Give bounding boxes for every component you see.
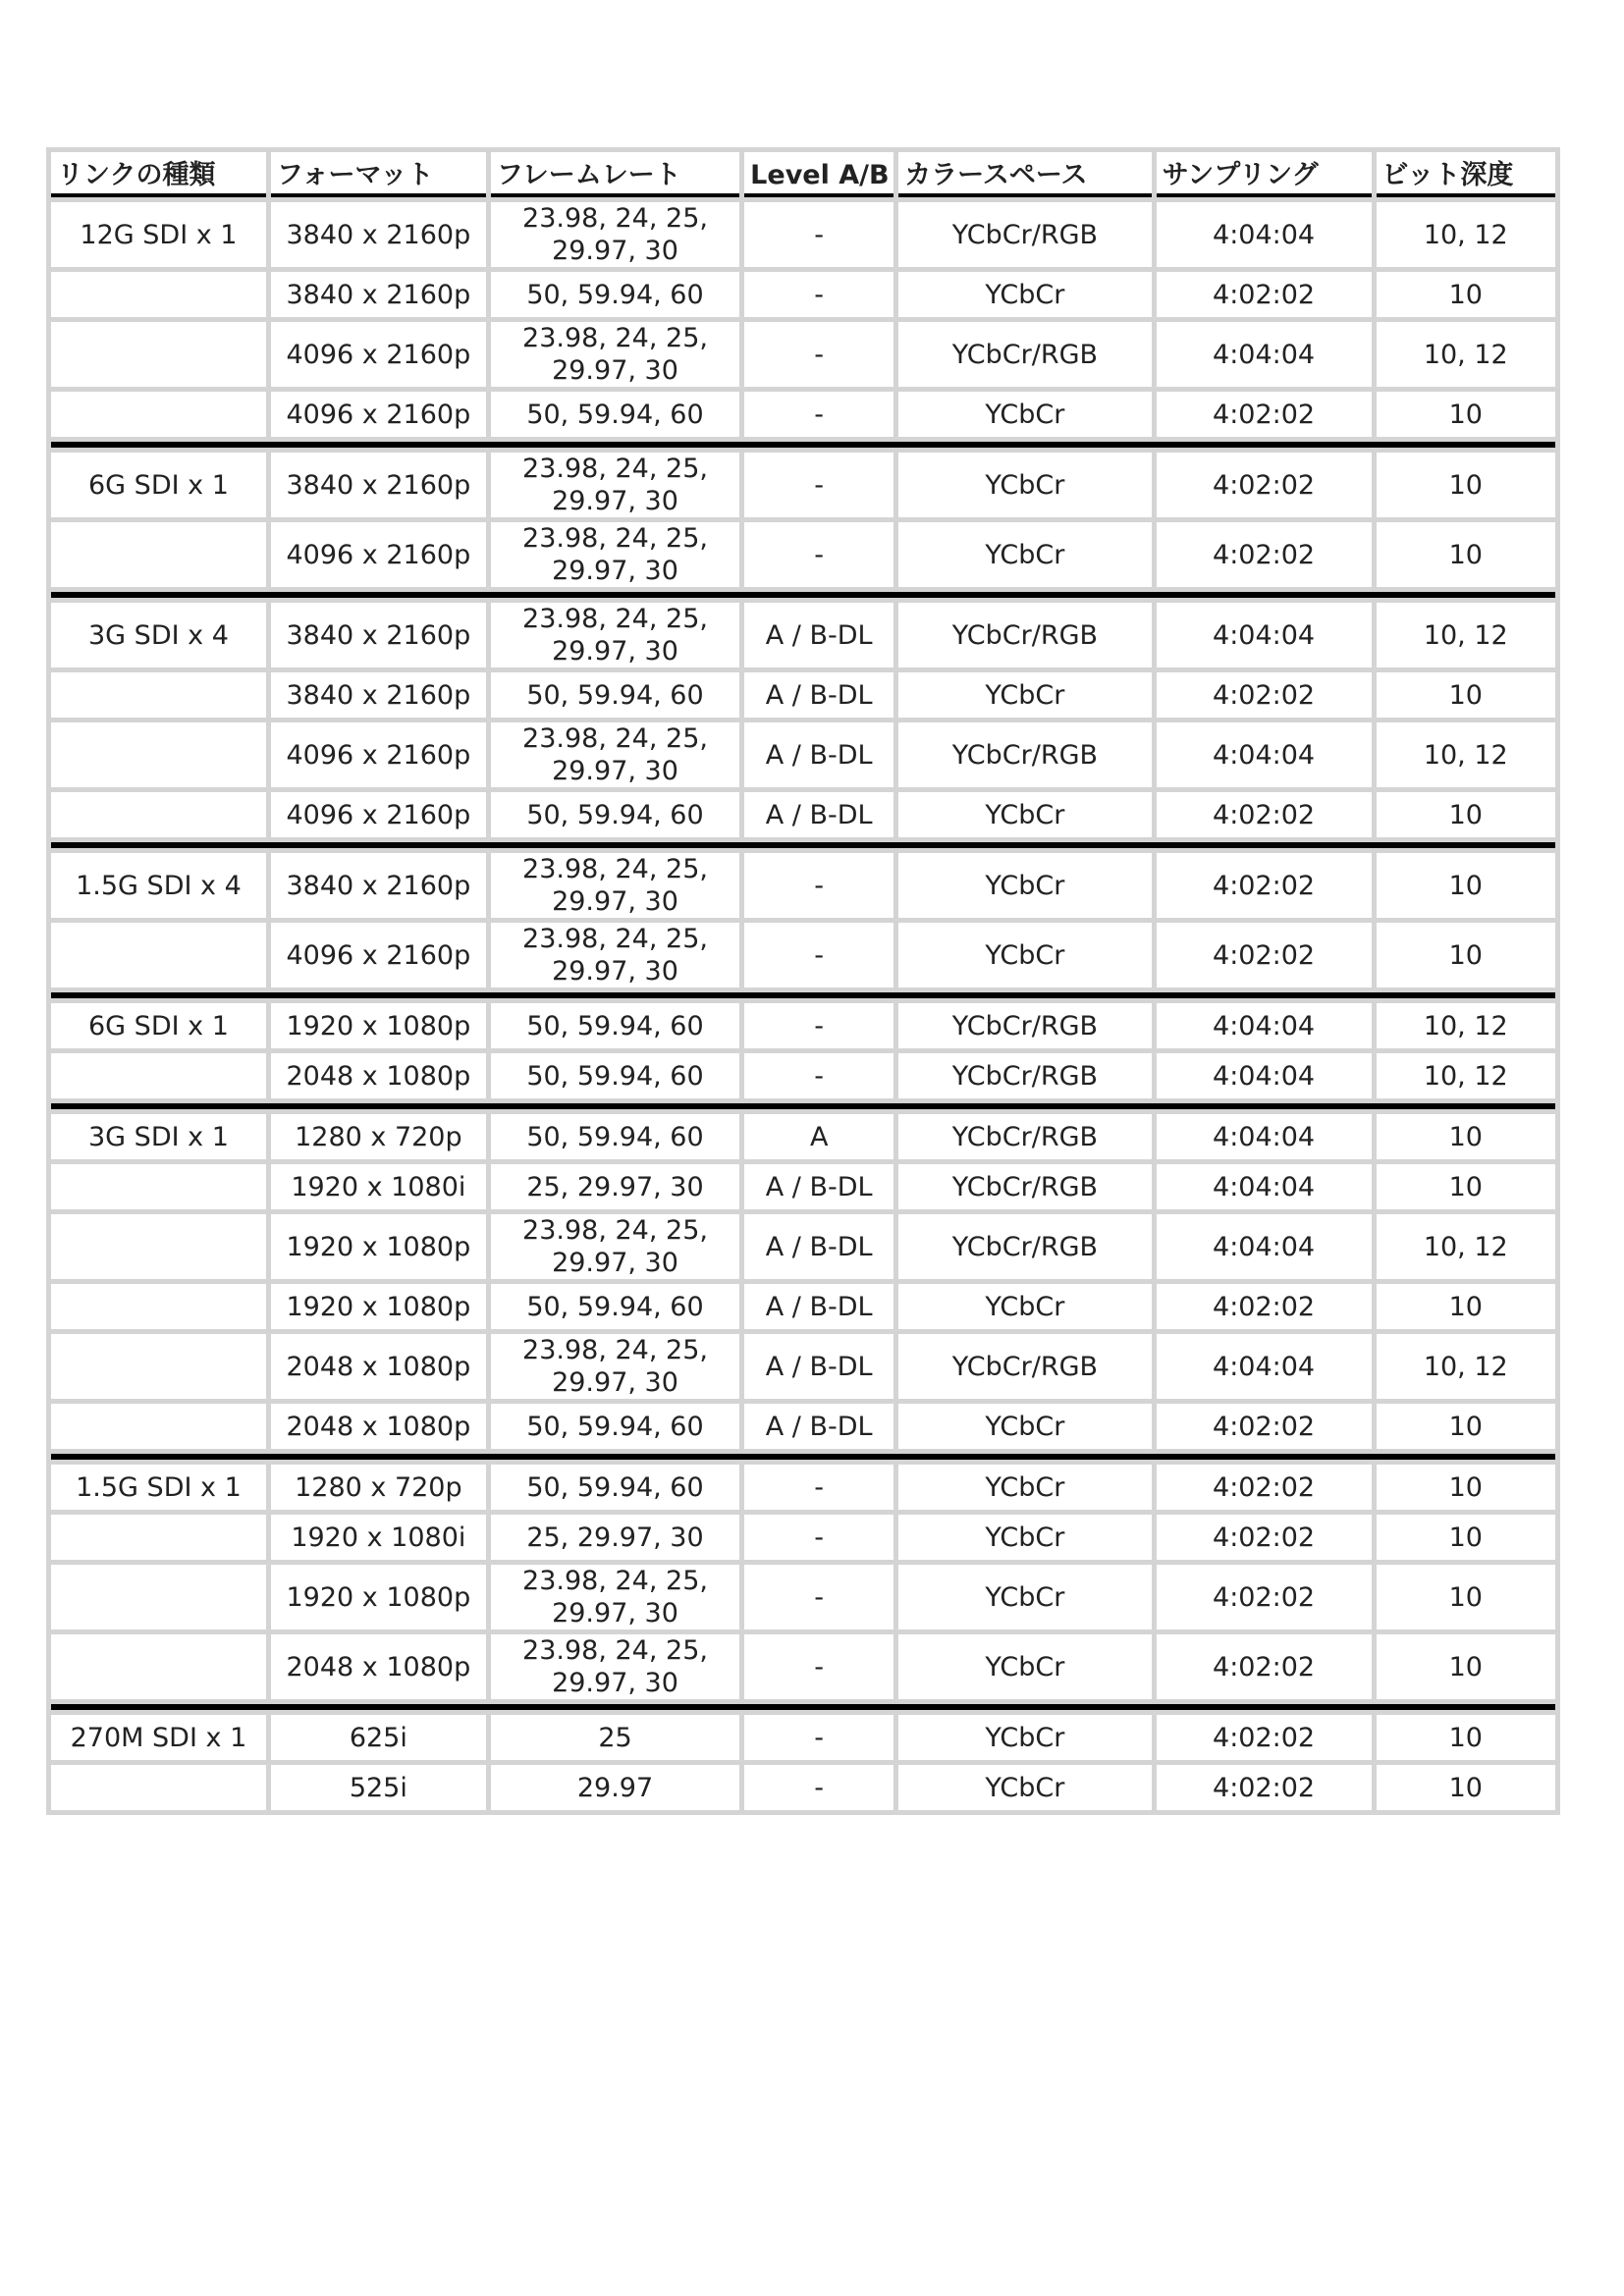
table-row	[51, 722, 1555, 787]
sampling-cell: 4:04:04	[1157, 202, 1372, 267]
table-row	[51, 1515, 1555, 1560]
frame-rate-cell: 50, 59.94, 60	[491, 392, 739, 437]
link-type-cell	[51, 792, 266, 837]
frame-rate-cell: 25, 29.97, 30	[491, 1164, 739, 1209]
bit-depth-cell: 10, 12	[1377, 202, 1555, 267]
header-link-type: リンクの種類	[51, 152, 266, 197]
frame-rate-cell: 23.98, 24, 25, 29.97, 30	[491, 322, 739, 387]
color-space-cell: YCbCr/RGB	[898, 202, 1151, 267]
format-cell: 1280 x 720p	[271, 1465, 486, 1510]
link-type-cell	[51, 272, 266, 317]
header-color-space: カラースペース	[898, 152, 1151, 197]
link-type-cell	[51, 1164, 266, 1209]
link-type-cell	[51, 722, 266, 787]
table-row	[51, 923, 1555, 988]
bit-depth-cell: 10	[1377, 522, 1555, 587]
table-row	[51, 1284, 1555, 1329]
bit-depth-cell: 10, 12	[1377, 1053, 1555, 1098]
color-space-cell: YCbCr	[898, 522, 1151, 587]
group-divider	[51, 442, 1555, 448]
level-cell: -	[744, 1053, 893, 1098]
level-cell: A / B-DL	[744, 672, 893, 718]
frame-rate-cell: 50, 59.94, 60	[491, 1003, 739, 1048]
table-row	[51, 522, 1555, 587]
bit-depth-cell: 10, 12	[1377, 1003, 1555, 1048]
bit-depth-cell: 10	[1377, 672, 1555, 718]
bit-depth-cell: 10	[1377, 853, 1555, 918]
frame-rate-cell: 50, 59.94, 60	[491, 1404, 739, 1449]
header-format: フォーマット	[271, 152, 486, 197]
table-row	[51, 603, 1555, 667]
color-space-cell: YCbCr	[898, 1715, 1151, 1760]
format-cell: 1920 x 1080p	[271, 1214, 486, 1279]
frame-rate-cell: 23.98, 24, 25, 29.97, 30	[491, 1634, 739, 1699]
bit-depth-cell: 10, 12	[1377, 722, 1555, 787]
level-cell: -	[744, 202, 893, 267]
level-cell: -	[744, 1765, 893, 1810]
table-row	[51, 322, 1555, 387]
bit-depth-cell: 10	[1377, 1515, 1555, 1560]
frame-rate-cell: 25	[491, 1715, 739, 1760]
level-cell: A / B-DL	[744, 1164, 893, 1209]
table-row	[51, 453, 1555, 517]
sampling-cell: 4:02:02	[1157, 1404, 1372, 1449]
sampling-cell: 4:04:04	[1157, 1003, 1372, 1048]
level-cell: -	[744, 1003, 893, 1048]
table-row	[51, 792, 1555, 837]
link-type-cell	[51, 1404, 266, 1449]
table-row	[51, 1003, 1555, 1048]
divider-line	[51, 1454, 1555, 1460]
link-type-cell: 1.5G SDI x 1	[51, 1465, 266, 1510]
sampling-cell: 4:04:04	[1157, 1334, 1372, 1399]
bit-depth-cell: 10	[1377, 1164, 1555, 1209]
sampling-cell: 4:02:02	[1157, 522, 1372, 587]
format-cell: 3840 x 2160p	[271, 853, 486, 918]
group-divider	[51, 842, 1555, 848]
sampling-cell: 4:02:02	[1157, 792, 1372, 837]
bit-depth-cell: 10	[1377, 1465, 1555, 1510]
table-row	[51, 1053, 1555, 1098]
level-cell: -	[744, 1515, 893, 1560]
level-cell: A / B-DL	[744, 1334, 893, 1399]
bit-depth-cell: 10	[1377, 1404, 1555, 1449]
color-space-cell: YCbCr	[898, 1765, 1151, 1810]
header-level: Level A/B	[744, 152, 893, 197]
format-cell: 2048 x 1080p	[271, 1634, 486, 1699]
level-cell: -	[744, 1565, 893, 1629]
sampling-cell: 4:04:04	[1157, 1214, 1372, 1279]
format-cell: 3840 x 2160p	[271, 202, 486, 267]
link-type-cell: 12G SDI x 1	[51, 202, 266, 267]
bit-depth-cell: 10, 12	[1377, 1334, 1555, 1399]
level-cell: -	[744, 1715, 893, 1760]
bit-depth-cell: 10, 12	[1377, 603, 1555, 667]
frame-rate-cell: 50, 59.94, 60	[491, 1465, 739, 1510]
format-cell: 2048 x 1080p	[271, 1053, 486, 1098]
table-row	[51, 1715, 1555, 1760]
bit-depth-cell: 10, 12	[1377, 322, 1555, 387]
table-row	[51, 853, 1555, 918]
format-cell: 4096 x 2160p	[271, 722, 486, 787]
level-cell: A / B-DL	[744, 792, 893, 837]
table-row	[51, 1765, 1555, 1810]
bit-depth-cell: 10	[1377, 1765, 1555, 1810]
format-cell: 525i	[271, 1765, 486, 1810]
format-cell: 4096 x 2160p	[271, 522, 486, 587]
sampling-cell: 4:02:02	[1157, 453, 1372, 517]
color-space-cell: YCbCr/RGB	[898, 1214, 1151, 1279]
frame-rate-cell: 23.98, 24, 25, 29.97, 30	[491, 453, 739, 517]
color-space-cell: YCbCr/RGB	[898, 1334, 1151, 1399]
color-space-cell: YCbCr	[898, 453, 1151, 517]
color-space-cell: YCbCr/RGB	[898, 322, 1151, 387]
format-cell: 1920 x 1080p	[271, 1565, 486, 1629]
table-header	[51, 152, 1555, 197]
bit-depth-cell: 10	[1377, 1114, 1555, 1159]
bit-depth-cell: 10	[1377, 392, 1555, 437]
sampling-cell: 4:02:02	[1157, 1715, 1372, 1760]
link-type-cell	[51, 1214, 266, 1279]
bit-depth-cell: 10	[1377, 453, 1555, 517]
frame-rate-cell: 23.98, 24, 25, 29.97, 30	[491, 202, 739, 267]
format-table	[46, 147, 1560, 1815]
link-type-cell: 6G SDI x 1	[51, 1003, 266, 1048]
frame-rate-cell: 29.97	[491, 1765, 739, 1810]
table-row	[51, 1404, 1555, 1449]
sampling-cell: 4:02:02	[1157, 1284, 1372, 1329]
link-type-cell: 3G SDI x 4	[51, 603, 266, 667]
sampling-cell: 4:02:02	[1157, 272, 1372, 317]
color-space-cell: YCbCr	[898, 792, 1151, 837]
level-cell: -	[744, 853, 893, 918]
sampling-cell: 4:04:04	[1157, 322, 1372, 387]
link-type-cell	[51, 1634, 266, 1699]
link-type-cell	[51, 1565, 266, 1629]
level-cell: -	[744, 272, 893, 317]
frame-rate-cell: 50, 59.94, 60	[491, 272, 739, 317]
format-cell: 4096 x 2160p	[271, 322, 486, 387]
table-row	[51, 202, 1555, 267]
format-cell: 4096 x 2160p	[271, 792, 486, 837]
sampling-cell: 4:02:02	[1157, 1515, 1372, 1560]
table-row	[51, 1214, 1555, 1279]
sampling-cell: 4:02:02	[1157, 1565, 1372, 1629]
color-space-cell: YCbCr/RGB	[898, 1114, 1151, 1159]
color-space-cell: YCbCr/RGB	[898, 1164, 1151, 1209]
link-type-cell: 1.5G SDI x 4	[51, 853, 266, 918]
sampling-cell: 4:04:04	[1157, 722, 1372, 787]
link-type-cell	[51, 672, 266, 718]
table-row	[51, 1114, 1555, 1159]
frame-rate-cell: 23.98, 24, 25, 29.97, 30	[491, 1334, 739, 1399]
link-type-cell	[51, 1515, 266, 1560]
color-space-cell: YCbCr/RGB	[898, 1053, 1151, 1098]
format-cell: 3840 x 2160p	[271, 453, 486, 517]
color-space-cell: YCbCr	[898, 1465, 1151, 1510]
table-row	[51, 272, 1555, 317]
color-space-cell: YCbCr/RGB	[898, 1003, 1151, 1048]
bit-depth-cell: 10	[1377, 272, 1555, 317]
table-row	[51, 1164, 1555, 1209]
sampling-cell: 4:02:02	[1157, 392, 1372, 437]
sampling-cell: 4:04:04	[1157, 1053, 1372, 1098]
color-space-cell: YCbCr	[898, 1515, 1151, 1560]
level-cell: A	[744, 1114, 893, 1159]
table-row	[51, 1565, 1555, 1629]
color-space-cell: YCbCr	[898, 392, 1151, 437]
table-row	[51, 1465, 1555, 1510]
sampling-cell: 4:02:02	[1157, 1465, 1372, 1510]
color-space-cell: YCbCr	[898, 272, 1151, 317]
format-cell: 2048 x 1080p	[271, 1404, 486, 1449]
sampling-cell: 4:02:02	[1157, 1765, 1372, 1810]
sampling-cell: 4:02:02	[1157, 1634, 1372, 1699]
format-cell: 3840 x 2160p	[271, 672, 486, 718]
link-type-cell	[51, 1053, 266, 1098]
level-cell: -	[744, 322, 893, 387]
link-type-cell	[51, 1334, 266, 1399]
link-type-cell: 3G SDI x 1	[51, 1114, 266, 1159]
group-divider	[51, 1103, 1555, 1109]
table-row	[51, 1334, 1555, 1399]
format-cell: 1920 x 1080p	[271, 1003, 486, 1048]
link-type-cell	[51, 923, 266, 988]
level-cell: -	[744, 1634, 893, 1699]
format-cell: 1280 x 720p	[271, 1114, 486, 1159]
level-cell: A / B-DL	[744, 603, 893, 667]
divider-line	[51, 842, 1555, 848]
level-cell: A / B-DL	[744, 1284, 893, 1329]
format-cell: 1920 x 1080p	[271, 1284, 486, 1329]
color-space-cell: YCbCr	[898, 1284, 1151, 1329]
header-bit-depth: ビット深度	[1377, 152, 1555, 197]
link-type-cell: 6G SDI x 1	[51, 453, 266, 517]
divider-line	[51, 1704, 1555, 1710]
format-cell: 2048 x 1080p	[271, 1334, 486, 1399]
group-divider	[51, 592, 1555, 598]
color-space-cell: YCbCr/RGB	[898, 603, 1151, 667]
frame-rate-cell: 50, 59.94, 60	[491, 1053, 739, 1098]
color-space-cell: YCbCr	[898, 672, 1151, 718]
table-body	[51, 202, 1555, 1810]
color-space-cell: YCbCr	[898, 1404, 1151, 1449]
frame-rate-cell: 25, 29.97, 30	[491, 1515, 739, 1560]
color-space-cell: YCbCr	[898, 923, 1151, 988]
level-cell: -	[744, 453, 893, 517]
link-type-cell	[51, 322, 266, 387]
sampling-cell: 4:02:02	[1157, 672, 1372, 718]
frame-rate-cell: 23.98, 24, 25, 29.97, 30	[491, 1565, 739, 1629]
format-cell: 625i	[271, 1715, 486, 1760]
format-cell: 3840 x 2160p	[271, 272, 486, 317]
header-frame-rate: フレームレート	[491, 152, 739, 197]
frame-rate-cell: 23.98, 24, 25, 29.97, 30	[491, 923, 739, 988]
bit-depth-cell: 10	[1377, 923, 1555, 988]
header-sampling: サンプリング	[1157, 152, 1372, 197]
bit-depth-cell: 10, 12	[1377, 1214, 1555, 1279]
table-row	[51, 1634, 1555, 1699]
frame-rate-cell: 50, 59.94, 60	[491, 1114, 739, 1159]
frame-rate-cell: 23.98, 24, 25, 29.97, 30	[491, 853, 739, 918]
table-row	[51, 392, 1555, 437]
bit-depth-cell: 10	[1377, 792, 1555, 837]
format-cell: 1920 x 1080i	[271, 1164, 486, 1209]
frame-rate-cell: 23.98, 24, 25, 29.97, 30	[491, 1214, 739, 1279]
sampling-cell: 4:04:04	[1157, 1114, 1372, 1159]
link-type-cell	[51, 392, 266, 437]
format-cell: 4096 x 2160p	[271, 923, 486, 988]
color-space-cell: YCbCr	[898, 1565, 1151, 1629]
divider-line	[51, 1103, 1555, 1109]
color-space-cell: YCbCr	[898, 1634, 1151, 1699]
frame-rate-cell: 50, 59.94, 60	[491, 1284, 739, 1329]
format-cell: 1920 x 1080i	[271, 1515, 486, 1560]
level-cell: A / B-DL	[744, 1404, 893, 1449]
sampling-cell: 4:04:04	[1157, 603, 1372, 667]
level-cell: -	[744, 522, 893, 587]
frame-rate-cell: 50, 59.94, 60	[491, 792, 739, 837]
frame-rate-cell: 50, 59.94, 60	[491, 672, 739, 718]
bit-depth-cell: 10	[1377, 1565, 1555, 1629]
bit-depth-cell: 10	[1377, 1634, 1555, 1699]
group-divider	[51, 1454, 1555, 1460]
level-cell: -	[744, 923, 893, 988]
table-row	[51, 672, 1555, 718]
group-divider	[51, 992, 1555, 998]
frame-rate-cell: 23.98, 24, 25, 29.97, 30	[491, 603, 739, 667]
link-type-cell	[51, 1284, 266, 1329]
level-cell: A / B-DL	[744, 722, 893, 787]
color-space-cell: YCbCr/RGB	[898, 722, 1151, 787]
level-cell: -	[744, 392, 893, 437]
divider-line	[51, 442, 1555, 448]
format-cell: 4096 x 2160p	[271, 392, 486, 437]
format-cell: 3840 x 2160p	[271, 603, 486, 667]
bit-depth-cell: 10	[1377, 1715, 1555, 1760]
color-space-cell: YCbCr	[898, 853, 1151, 918]
divider-line	[51, 992, 1555, 998]
frame-rate-cell: 23.98, 24, 25, 29.97, 30	[491, 522, 739, 587]
header-row	[51, 152, 1555, 197]
level-cell: A / B-DL	[744, 1214, 893, 1279]
link-type-cell: 270M SDI x 1	[51, 1715, 266, 1760]
link-type-cell	[51, 1765, 266, 1810]
divider-line	[51, 592, 1555, 598]
sampling-cell: 4:04:04	[1157, 1164, 1372, 1209]
link-type-cell	[51, 522, 266, 587]
sampling-cell: 4:02:02	[1157, 853, 1372, 918]
bit-depth-cell: 10	[1377, 1284, 1555, 1329]
level-cell: -	[744, 1465, 893, 1510]
group-divider	[51, 1704, 1555, 1710]
frame-rate-cell: 23.98, 24, 25, 29.97, 30	[491, 722, 739, 787]
sampling-cell: 4:02:02	[1157, 923, 1372, 988]
